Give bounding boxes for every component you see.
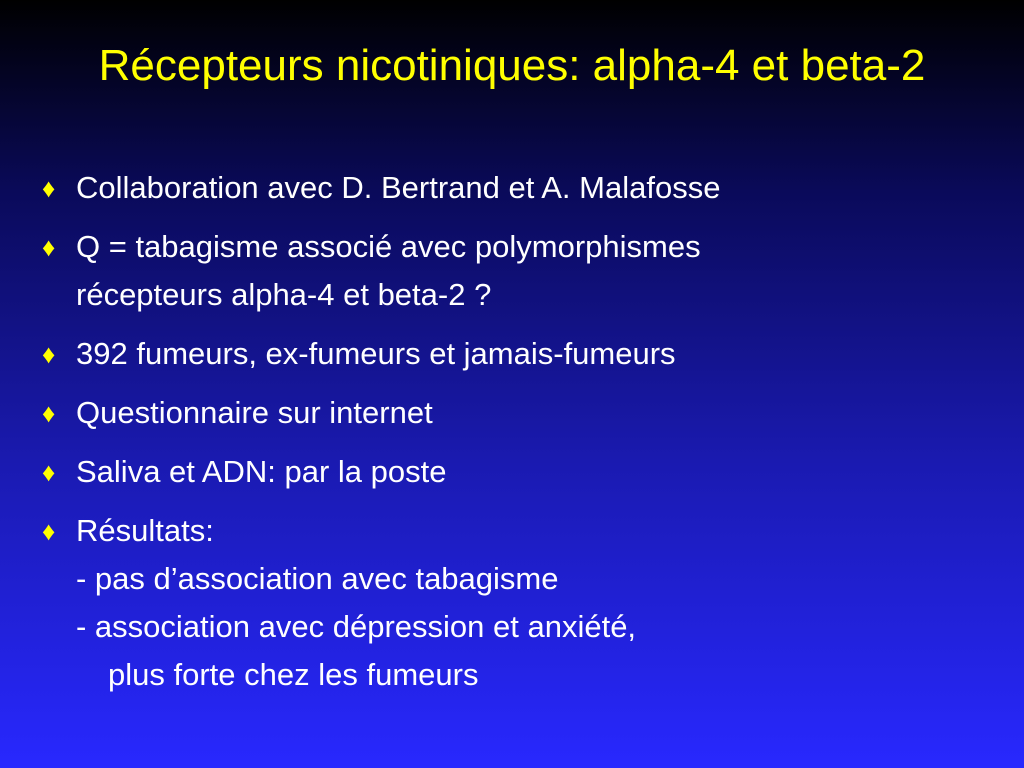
bullet-line: - association avec dépression et anxiété, <box>76 609 637 644</box>
bullet-text <box>76 507 1002 699</box>
diamond-bullet-icon: ♦ <box>42 516 56 546</box>
bullet-line: 392 fumeurs, ex-fumeurs et jamais-fumeurs <box>76 336 676 371</box>
bullet-item <box>42 507 1002 699</box>
diamond-bullet-icon: ♦ <box>42 398 56 428</box>
bullet-item <box>42 223 1002 319</box>
bullet-line: Saliva et ADN: par la poste <box>76 454 447 489</box>
bullet-line: Questionnaire sur internet <box>76 395 433 430</box>
bullet-line: - pas d’association avec tabagisme <box>76 561 559 596</box>
bullet-item <box>42 164 1002 212</box>
diamond-bullet-icon: ♦ <box>42 173 56 203</box>
bullet-text <box>76 164 1002 212</box>
bullet-item <box>42 330 1002 378</box>
bullet-line: récepteurs alpha-4 et beta-2 ? <box>76 277 492 312</box>
bullet-text <box>76 389 1002 437</box>
bullet-line: Résultats: <box>76 513 214 548</box>
bullet-text <box>76 448 1002 496</box>
bullet-text <box>76 330 1002 378</box>
slide-title: Récepteurs nicotiniques: alpha-4 et beta-2 <box>98 41 926 90</box>
bullet-line: Collaboration avec D. Bertrand et A. Malafosse <box>76 170 721 205</box>
bullet-text <box>76 223 1002 319</box>
bullet-item <box>42 448 1002 496</box>
diamond-bullet-icon: ♦ <box>42 339 56 369</box>
bullet-line: plus forte chez les fumeurs <box>108 657 479 692</box>
bullet-line: Q = tabagisme associé avec polymorphismes <box>76 229 701 264</box>
diamond-bullet-icon: ♦ <box>42 457 56 487</box>
bullet-item <box>42 389 1002 437</box>
diamond-bullet-icon: ♦ <box>42 232 56 262</box>
bullet-list <box>42 164 1002 710</box>
